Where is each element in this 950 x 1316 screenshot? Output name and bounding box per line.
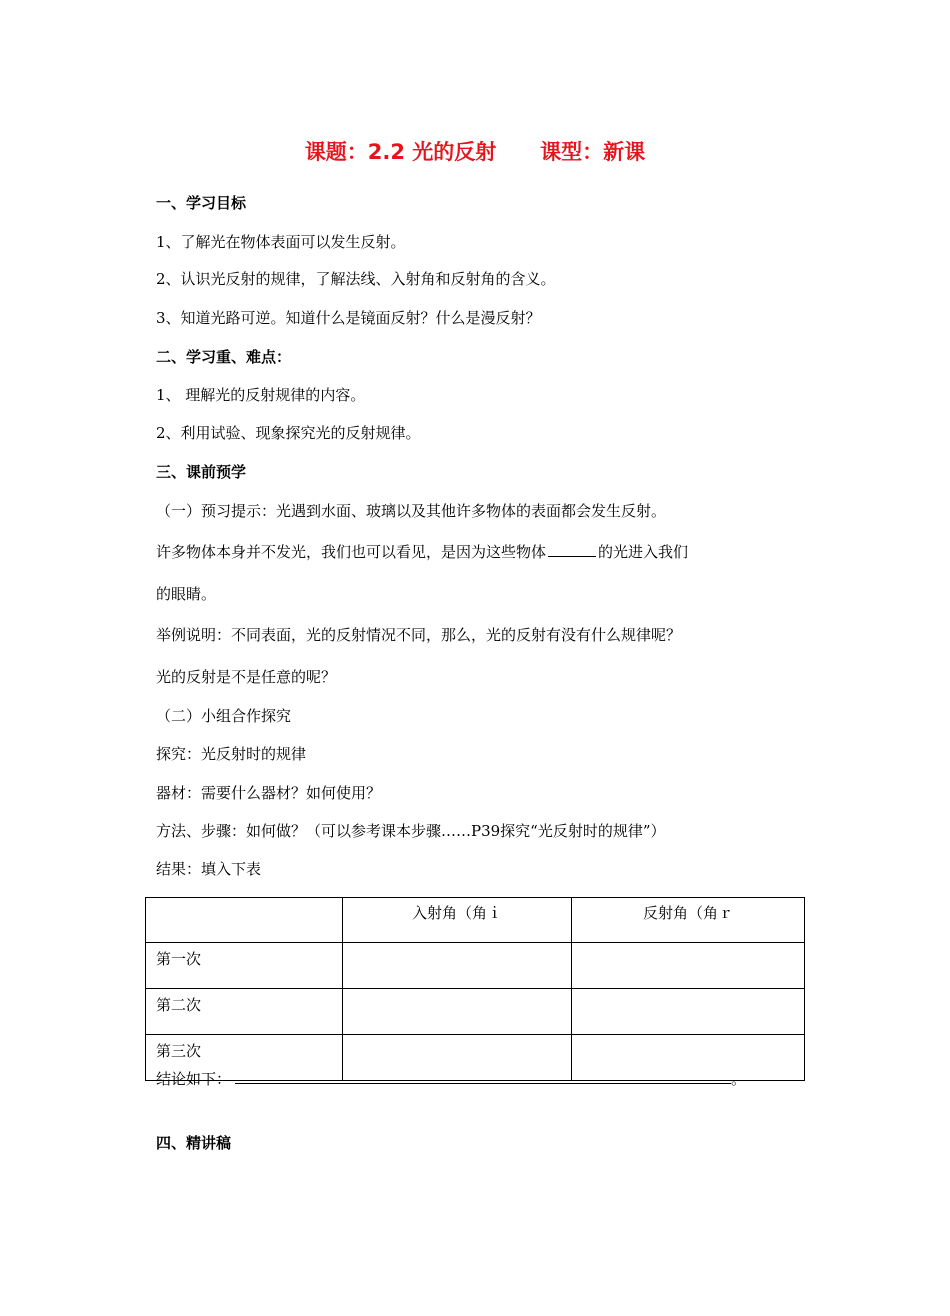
fill-blank-before: 许多物体本身并不发光，我们也可以看见，是因为这些物体 <box>156 543 547 561</box>
explore-text: 探究：光反射时的规律 <box>156 745 307 763</box>
table-cell-input[interactable] <box>572 989 805 1035</box>
goal-item-2: 2、认识光反射的规律，了解法线、入射角和反射角的含义。 <box>156 270 556 288</box>
section-heading-keypoints: 二、学习重、难点： <box>156 348 292 366</box>
goal-item-1: 1、了解光在物体表面可以发生反射。 <box>156 233 406 251</box>
result-text: 结果：填入下表 <box>156 860 262 878</box>
question-text: 光的反射是不是任意的呢？ <box>156 668 337 686</box>
keypoint-item-1: 1、 理解光的反射规律的内容。 <box>156 386 366 404</box>
preview-tip: （一）预习提示：光遇到水面、玻璃以及其他许多物体的表面都会发生反射。 <box>156 502 667 520</box>
table-header-row <box>146 898 805 943</box>
table-row <box>146 989 805 1035</box>
table-row <box>146 943 805 989</box>
equipment-text: 器材：需要什么器材？如何使用？ <box>156 784 382 802</box>
example-text: 举例说明：不同表面，光的反射情况不同，那么，光的反射有没有什么规律呢？ <box>156 626 682 644</box>
table-row-label: 第二次 <box>146 989 343 1035</box>
table-row-label: 第一次 <box>146 943 343 989</box>
fill-blank-after: 的光进入我们 <box>598 543 689 561</box>
table-header-empty <box>146 898 343 943</box>
table-header-incident-angle: 入射角（角ｉ <box>343 898 572 943</box>
section-heading-lecture: 四、精讲稿 <box>156 1134 232 1152</box>
conclusion-field[interactable] <box>235 1067 731 1084</box>
conclusion-label: 结论如下： <box>156 1070 232 1088</box>
method-text: 方法、步骤：如何做？（可以参考课本步骤……P39探究“光反射时的规律”） <box>156 822 666 840</box>
page-title: 课题：2.2 光的反射 课型：新课 <box>304 140 646 164</box>
conclusion-end: 。 <box>731 1070 747 1088</box>
goal-item-3: 3、知道光路可逆。知道什么是镜面反射？什么是漫反射？ <box>156 309 541 327</box>
table-cell-input[interactable] <box>343 943 572 989</box>
table-header-reflection-angle: 反射角（角ｒ <box>572 898 805 943</box>
conclusion-line <box>156 1067 746 1090</box>
section-heading-preview: 三、课前预学 <box>156 463 247 481</box>
table-cell-input[interactable] <box>343 989 572 1035</box>
table-row-label: 第三次 <box>146 1035 343 1081</box>
fill-blank-sentence <box>156 540 688 563</box>
results-table <box>145 897 805 1081</box>
fill-blank-field[interactable] <box>548 540 596 557</box>
table-cell-input[interactable] <box>572 943 805 989</box>
group-explore-heading: （二）小组合作探究 <box>156 707 292 725</box>
keypoint-item-2: 2、利用试验、现象探究光的反射规律。 <box>156 424 421 442</box>
fill-blank-end: 的眼睛。 <box>156 585 217 603</box>
section-heading-goals: 一、学习目标 <box>156 194 247 212</box>
